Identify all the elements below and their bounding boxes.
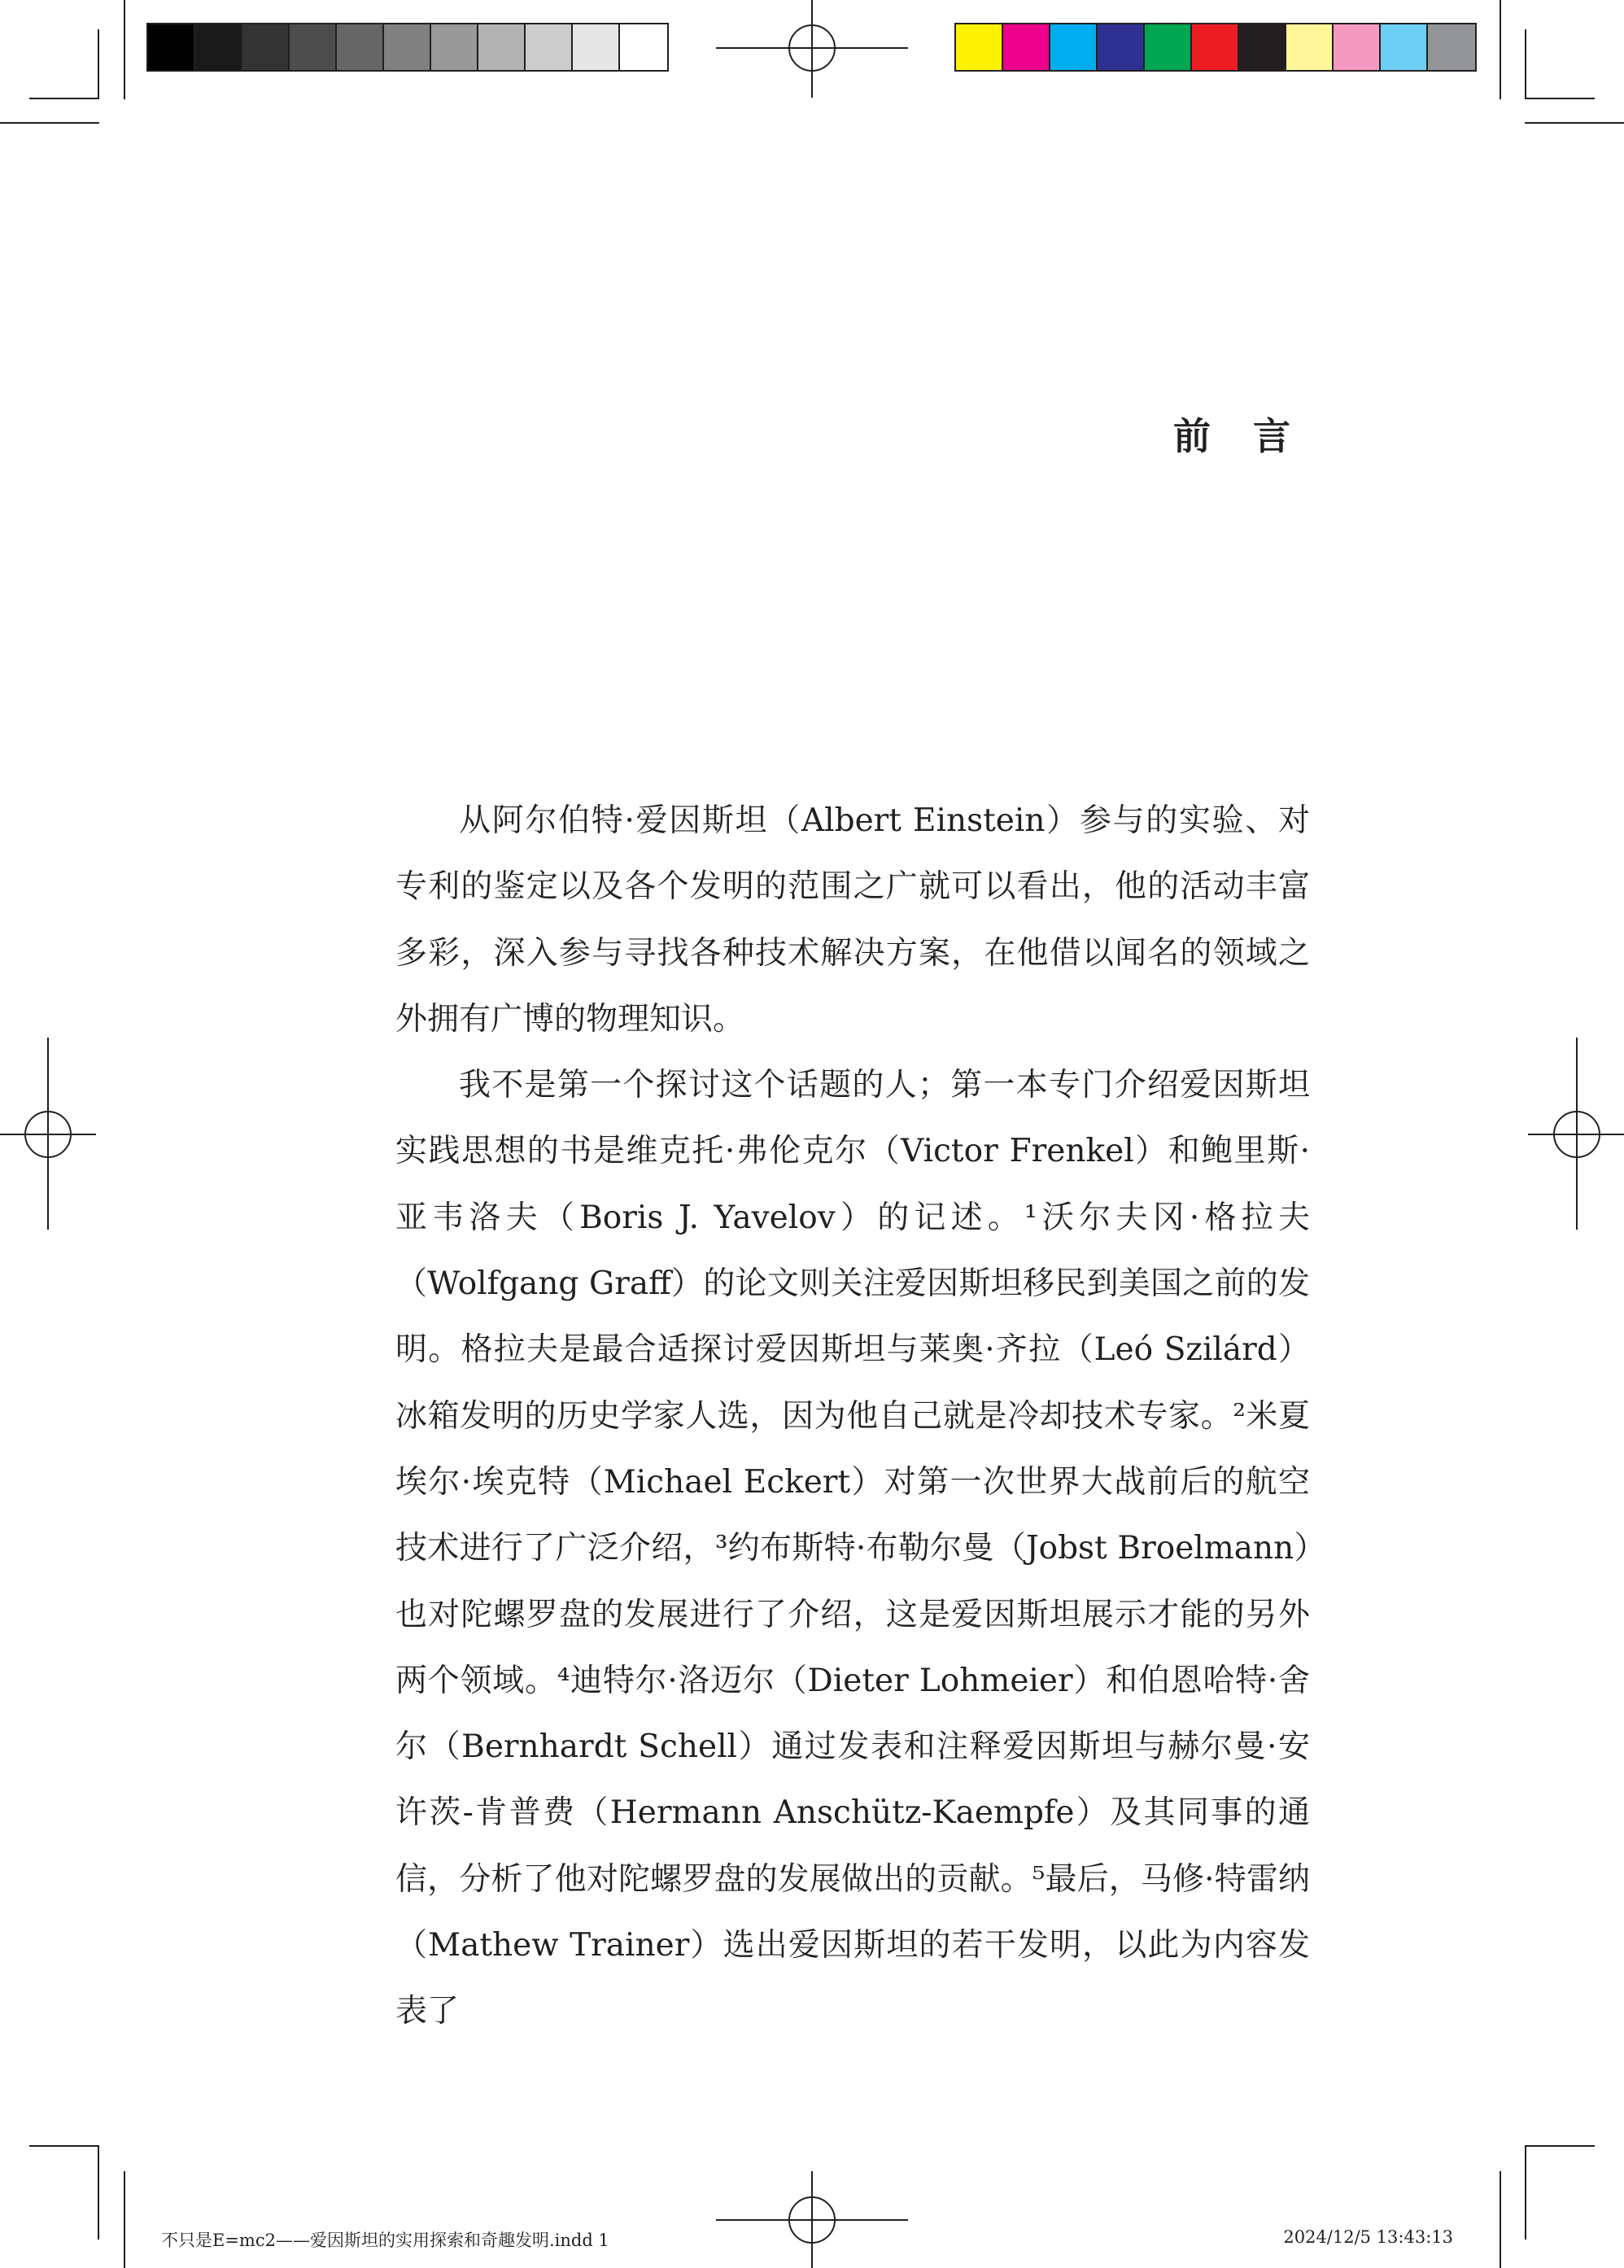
gray-swatch	[573, 24, 620, 70]
paragraph: 我不是第一个探讨这个话题的人；第一本专门介绍爱因斯坦实践思想的书是维克托·弗伦克尔（Victor Frenkel）和鲍里斯·亚韦洛夫（Boris J. Yavelov）的记述。¹沃尔夫冈·格拉夫（Wolfgang Graff）的论文则关注爱因斯坦移民到美国之前的发明。格拉夫是最合适探讨爱因斯坦与莱奥·齐拉（Leó Szilárd）冰箱发明的历史学家人选，因为他自己就是冷却技术专家。²米夏埃尔·埃克特（Michael Eckert）对第一次世界大战前后的航空技术进行了广泛介绍，³约布斯特·布勒尔曼（Jobst Broelmann）也对陀螺罗盘的发展进行了介绍，这是爱因斯坦展示才能的另外两个领域。⁴迪特尔·洛迈尔（Dieter Lohmeier）和伯恩哈特·舍尔（Bernhardt Schell）通过发表和注释爱因斯坦与赫尔曼·安许茨-肯普费（Hermann Anschütz-Kaempfe）及其同事的通信，分析了他对陀螺罗盘的发展做出的贡献。⁵最后，马修·特雷纳（Mathew Trainer）选出爱因斯坦的若干发明，以此为内容发表了	[395, 1067, 1311, 2030]
gray-swatch	[384, 24, 431, 70]
registration-mark	[24, 1111, 72, 1158]
grayscale-color-bar	[146, 23, 669, 72]
gray-swatch	[148, 24, 195, 70]
gray-swatch	[290, 24, 337, 70]
color-swatch	[1428, 24, 1475, 70]
gray-swatch	[431, 24, 478, 70]
file-slug: 不只是E=mc2——爱因斯坦的实用探索和奇趣发明.indd 1	[161, 2231, 609, 2250]
crop-mark	[1525, 122, 1624, 124]
gray-swatch	[526, 24, 573, 70]
registration-mark	[788, 24, 836, 72]
color-swatch	[1192, 24, 1239, 70]
color-swatch	[1003, 24, 1050, 70]
crop-mark	[124, 2171, 125, 2268]
color-swatch	[1334, 24, 1381, 70]
gray-swatch	[242, 24, 290, 70]
page-title: 前 言	[1172, 414, 1305, 458]
color-swatch	[1050, 24, 1098, 70]
crop-mark	[124, 0, 125, 99]
crop-mark	[1500, 2171, 1501, 2268]
crop-mark	[29, 2145, 99, 2147]
crop-mark	[1525, 98, 1595, 99]
registration-mark	[1553, 1111, 1600, 1158]
color-swatch	[1286, 24, 1334, 70]
crop-mark	[1525, 29, 1526, 99]
crop-mark	[29, 98, 99, 99]
crop-mark	[98, 2145, 99, 2240]
gray-swatch	[195, 24, 242, 70]
color-swatch	[1239, 24, 1286, 70]
color-swatch	[1098, 24, 1145, 70]
timestamp-slug: 2024/12/5 13:43:13	[1283, 2227, 1453, 2247]
color-swatch	[956, 24, 1003, 70]
body-text	[395, 788, 1310, 2045]
gray-swatch	[337, 24, 384, 70]
crop-mark	[0, 122, 99, 124]
process-color-bar	[954, 23, 1477, 72]
paragraph: 从阿尔伯特·爱因斯坦（Albert Einstein）参与的实验、对专利的鉴定以及各个发明的范围之广就可以看出，他的活动丰富多彩，深入参与寻找各种技术解决方案，在他借以闻名的领域之外拥有广博的物理知识。	[395, 802, 1310, 1038]
color-swatch	[1145, 24, 1192, 70]
gray-swatch	[478, 24, 526, 70]
crop-mark	[98, 29, 99, 99]
crop-mark	[1500, 0, 1501, 99]
crop-mark	[1525, 2145, 1595, 2147]
registration-mark	[788, 2196, 836, 2244]
gray-swatch	[620, 24, 667, 70]
color-swatch	[1381, 24, 1428, 70]
crop-mark	[1525, 2145, 1526, 2240]
